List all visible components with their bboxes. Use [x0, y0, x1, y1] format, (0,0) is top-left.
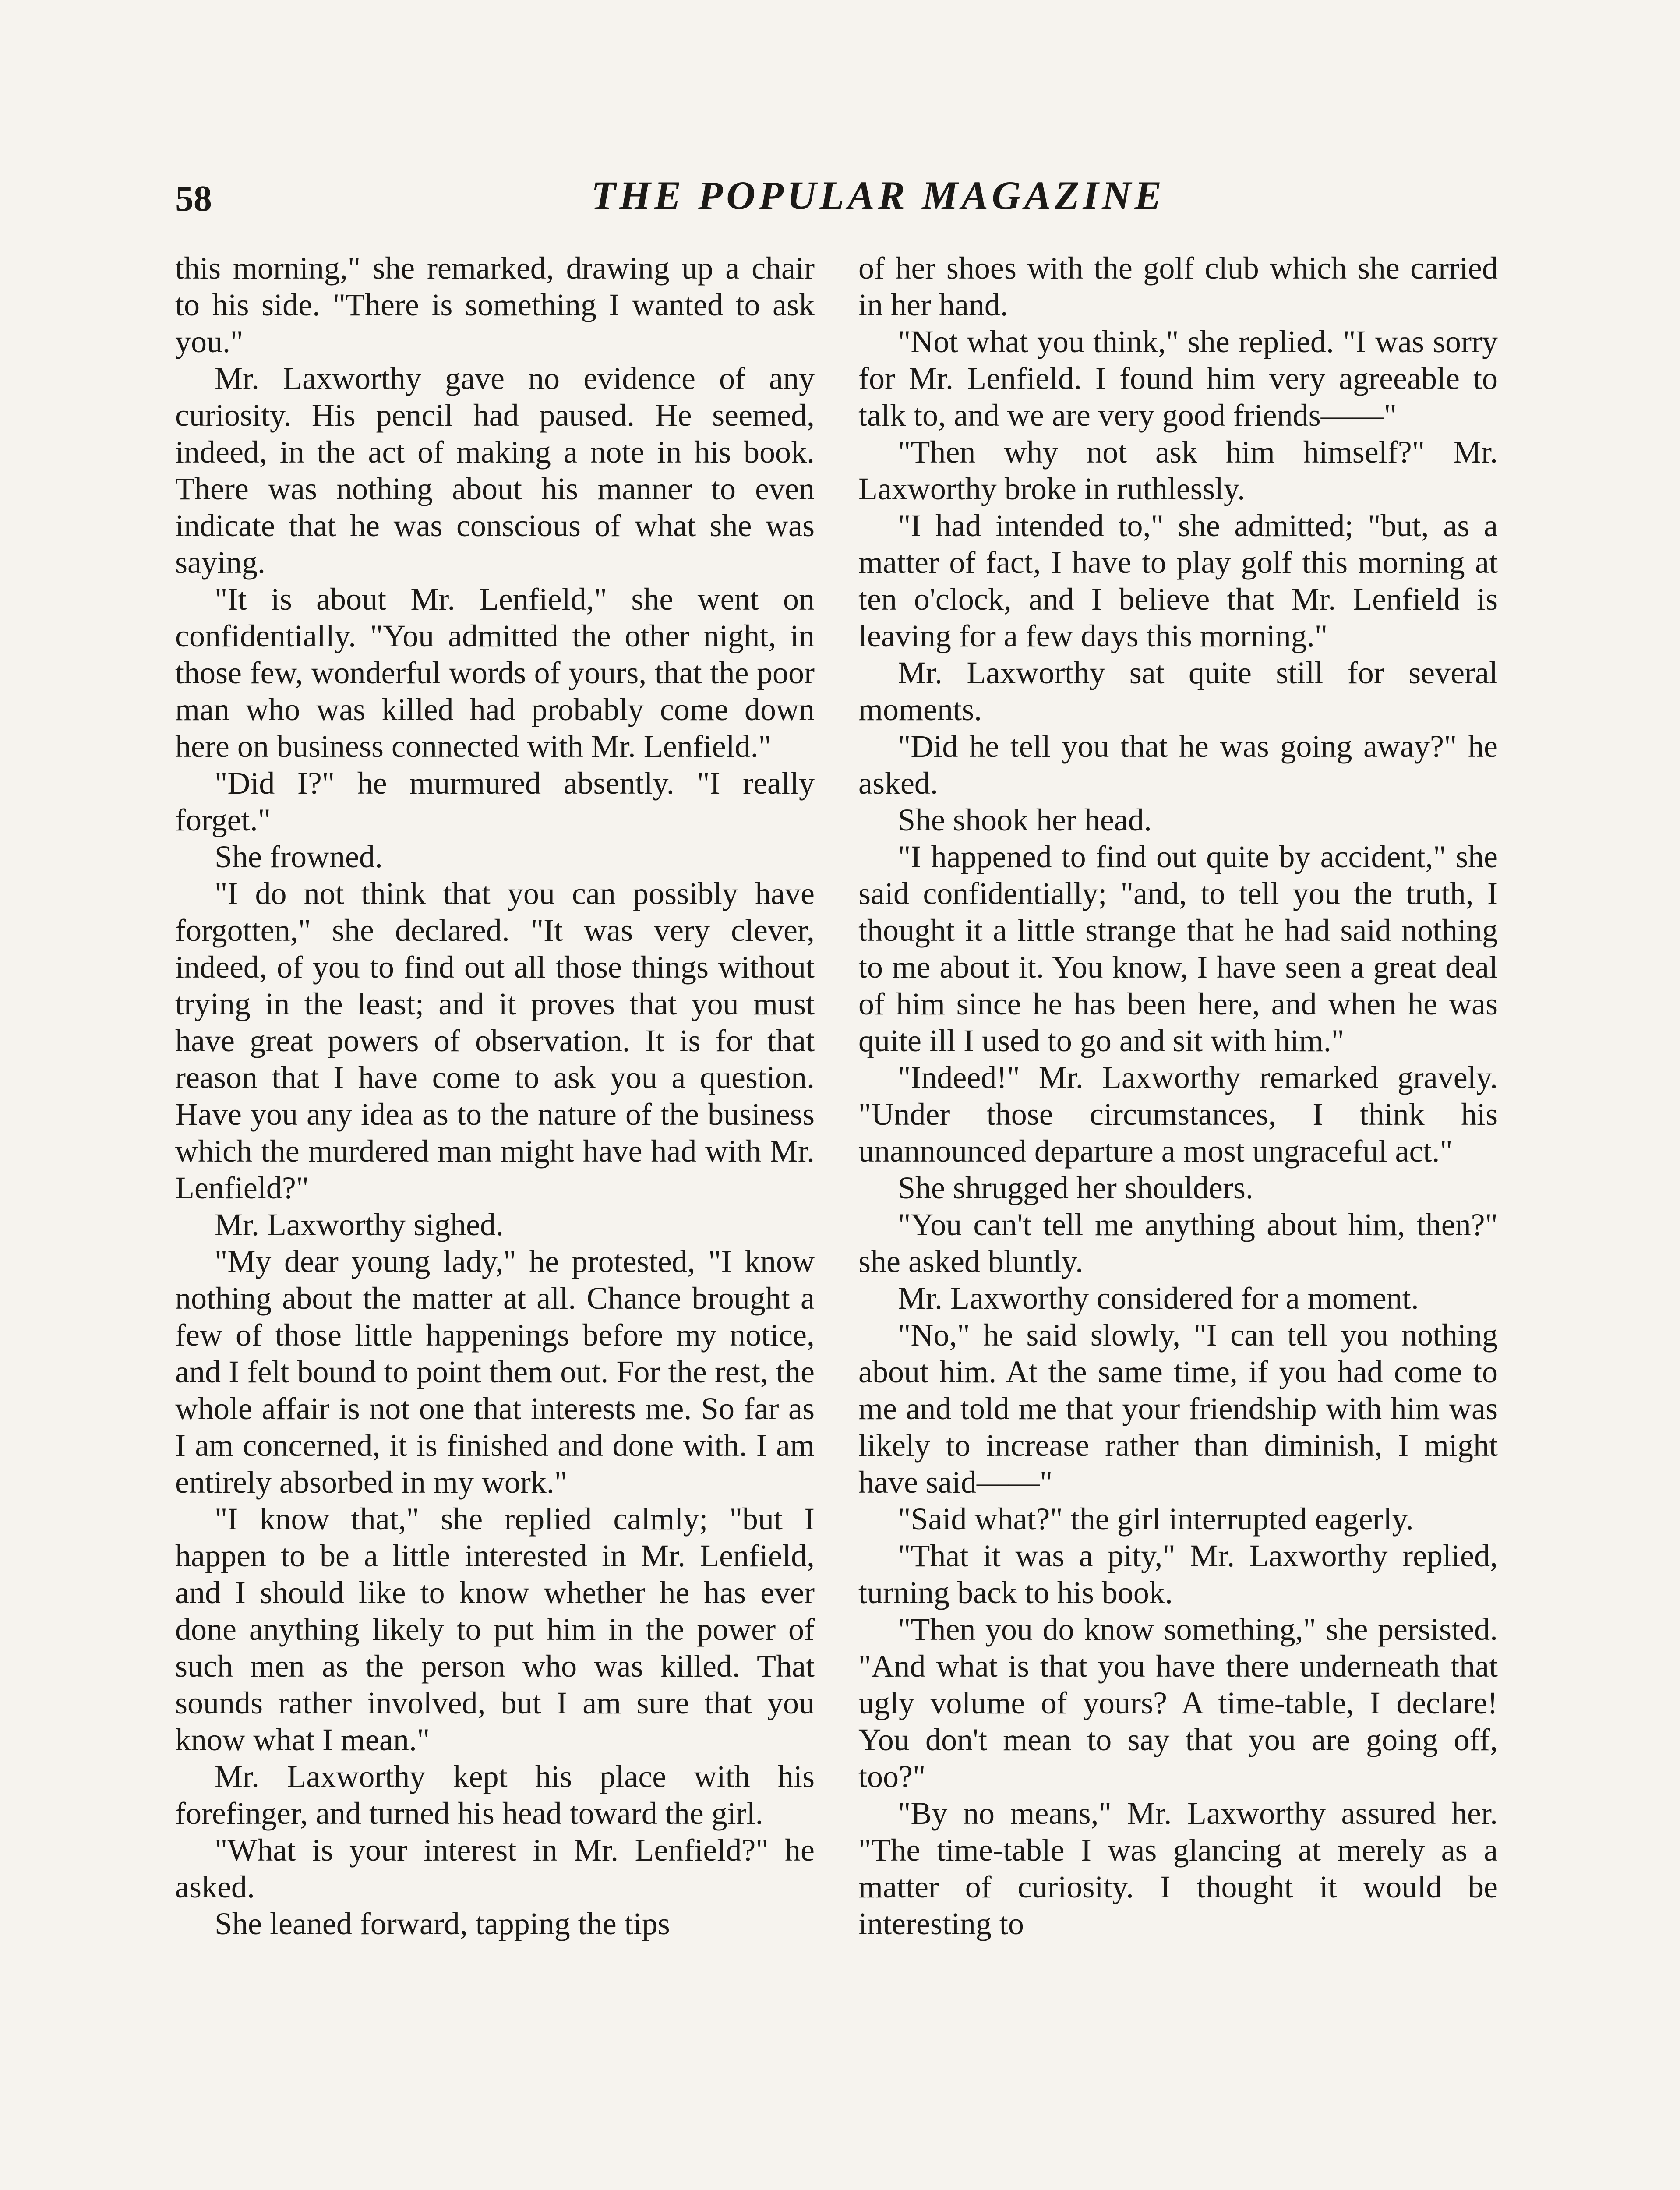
paragraph: She shook her head.	[898, 802, 1152, 837]
paragraph: She frowned.	[215, 839, 383, 874]
paragraph: "I do not think that you can possibly have forgotten," she declared. "It was very clever, indeed, of you to find out all those things without trying in the least; and it proves that you must have great powers of observation. It is for that reason that I have come to ask you a question. Have you any idea as to the nature of the business which the murdered man might have had with Mr. Lenfield?"	[175, 876, 815, 1205]
page-number: 58	[175, 178, 212, 219]
paragraph: "I happened to find out quite by accident," she said confidentially; "and, to tell you the truth, I thought it a little strange that he had said nothing to me about it. You know, I have seen a great deal of him since he has been here, and when he was quite ill I used to go and sit with him."	[858, 839, 1498, 1058]
paragraph: "You can't tell me anything about him, then?" she asked bluntly.	[858, 1207, 1498, 1279]
paragraph: "My dear young lady," he protested, "I know nothing about the matter at all. Chance brought a few of those little happenings before my notice, and I felt bound to point them out. For the rest, the whole affair is not one that interests me. So far as I am concerned, it is finished and done with. I am entirely absorbed in my work."	[175, 1244, 815, 1500]
paragraph: "I had intended to," she admitted; "but, as a matter of fact, I have to play golf this morning at ten o'clock, and I believe that Mr. Lenfield is leaving for a few days this morning."	[858, 508, 1498, 653]
paragraph: Mr. Laxworthy sat quite still for several moments.	[858, 655, 1498, 727]
paragraph: this morning," she remarked, drawing up a chair to his side. "There is something I wanted to ask you."	[175, 251, 815, 359]
paragraph: "Did I?" he murmured absently. "I really forget."	[175, 766, 815, 837]
paragraph: "By no means," Mr. Laxworthy assured her. "The time-table I was glancing at merely as a matter of curiosity. I thought it would be interesting to	[858, 1796, 1498, 1941]
paragraph: "Said what?" the girl interrupted eagerly.	[898, 1501, 1414, 1537]
paragraph: "It is about Mr. Lenfield," she went on confidentially. "You admitted the other night, in those few, wonderful words of yours, that the poor man who was killed had probably come down here on business connected with Mr. Lenfield."	[175, 582, 815, 764]
right-column	[858, 250, 1498, 1942]
paragraph: She shrugged her shoulders.	[898, 1170, 1253, 1205]
paragraph: "What is your interest in Mr. Lenfield?" he asked.	[175, 1833, 815, 1904]
running-head: THE POPULAR MAGAZINE	[591, 173, 1165, 218]
paragraph: Mr. Laxworthy sighed.	[215, 1207, 504, 1242]
paragraph: Mr. Laxworthy considered for a moment.	[898, 1281, 1419, 1316]
paragraph: "No," he said slowly, "I can tell you nothing about him. At the same time, if you had come to me and told me that your friendship with him was likely to increase rather than diminish, I might have said——"	[858, 1318, 1498, 1500]
paragraph: "Indeed!" Mr. Laxworthy remarked gravely. "Under those circumstances, I think his unannounced departure a most ungraceful act."	[858, 1060, 1498, 1169]
paragraph: "Then you do know something," she persisted. "And what is that you have there underneath that ugly volume of yours? A time-table, I declare! You don't mean to say that you are going off, too?"	[858, 1612, 1498, 1794]
paragraph: "That it was a pity," Mr. Laxworthy replied, turning back to his book.	[858, 1538, 1498, 1610]
paragraph: "Then why not ask him himself?" Mr. Laxworthy broke in ruthlessly.	[858, 434, 1498, 506]
paragraph: She leaned forward, tapping the tips	[215, 1906, 670, 1941]
paragraph: Mr. Laxworthy gave no evidence of any curiosity. His pencil had paused. He seemed, indeed, in the act of making a note in his book. There was nothing about his manner to even indicate that he was conscious of what she was saying.	[175, 361, 815, 580]
paragraph: "Did he tell you that he was going away?" he asked.	[858, 729, 1498, 801]
paragraph: "Not what you think," she replied. "I was sorry for Mr. Lenfield. I found him very agreeable to talk to, and we are very good friends——"	[858, 324, 1498, 433]
paragraph: "I know that," she replied calmly; "but I happen to be a little interested in Mr. Lenfield, and I should like to know whether he has ever done anything likely to put him in the power of such men as the person who was killed. That sounds rather involved, but I am sure that you know what I mean."	[175, 1501, 815, 1757]
paragraph: of her shoes with the golf club which she carried in her hand.	[858, 251, 1498, 322]
left-column	[175, 250, 815, 1942]
paragraph: Mr. Laxworthy kept his place with his forefinger, and turned his head toward the girl.	[175, 1759, 815, 1831]
